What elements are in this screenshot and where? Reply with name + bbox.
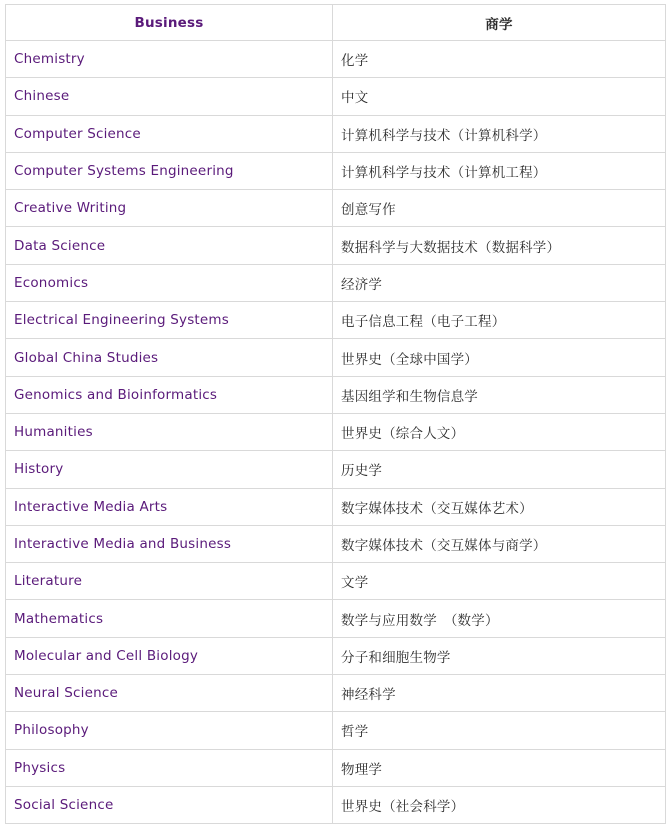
major-english-cell: Global China Studies — [6, 339, 333, 376]
major-chinese-cell: 化学 — [333, 41, 666, 78]
majors-table — [5, 4, 666, 824]
major-english-cell: Creative Writing — [6, 190, 333, 227]
table-header — [6, 5, 666, 41]
major-chinese-cell: 数字媒体技术（交互媒体艺术） — [333, 488, 666, 525]
major-english-cell: Social Science — [6, 786, 333, 823]
table-row — [6, 413, 666, 450]
major-chinese-cell: 电子信息工程（电子工程） — [333, 302, 666, 339]
major-english-cell: Humanities — [6, 413, 333, 450]
table-row — [6, 786, 666, 823]
major-chinese-cell: 世界史（综合人文） — [333, 413, 666, 450]
table-body — [6, 41, 666, 824]
table-row — [6, 637, 666, 674]
major-chinese-cell: 创意写作 — [333, 190, 666, 227]
major-english-cell: Economics — [6, 264, 333, 301]
table-row — [6, 600, 666, 637]
major-chinese-cell: 数学与应用数学 （数学） — [333, 600, 666, 637]
table-row — [6, 78, 666, 115]
major-english-cell: Philosophy — [6, 712, 333, 749]
major-english-cell: Literature — [6, 563, 333, 600]
major-english-cell: Mathematics — [6, 600, 333, 637]
table-row — [6, 451, 666, 488]
major-english-cell: Molecular and Cell Biology — [6, 637, 333, 674]
table-row — [6, 302, 666, 339]
header-english: Business — [6, 5, 333, 41]
major-chinese-cell: 中文 — [333, 78, 666, 115]
major-chinese-cell: 分子和细胞生物学 — [333, 637, 666, 674]
table-row — [6, 376, 666, 413]
table-row — [6, 563, 666, 600]
table-row — [6, 488, 666, 525]
major-english-cell: Computer Science — [6, 115, 333, 152]
major-english-cell: Electrical Engineering Systems — [6, 302, 333, 339]
major-chinese-cell: 历史学 — [333, 451, 666, 488]
table-row — [6, 227, 666, 264]
table-row — [6, 264, 666, 301]
major-english-cell: Neural Science — [6, 675, 333, 712]
major-chinese-cell: 基因组学和生物信息学 — [333, 376, 666, 413]
major-chinese-cell: 神经科学 — [333, 675, 666, 712]
table-row — [6, 152, 666, 189]
table-row — [6, 749, 666, 786]
header-row — [6, 5, 666, 41]
major-chinese-cell: 计算机科学与技术（计算机工程） — [333, 152, 666, 189]
table-row — [6, 675, 666, 712]
major-english-cell: Chemistry — [6, 41, 333, 78]
table-row — [6, 41, 666, 78]
major-chinese-cell: 哲学 — [333, 712, 666, 749]
major-english-cell: Physics — [6, 749, 333, 786]
major-chinese-cell: 世界史（社会科学） — [333, 786, 666, 823]
major-english-cell: Data Science — [6, 227, 333, 264]
major-english-cell: Chinese — [6, 78, 333, 115]
major-chinese-cell: 计算机科学与技术（计算机科学） — [333, 115, 666, 152]
major-english-cell: Interactive Media and Business — [6, 525, 333, 562]
major-chinese-cell: 经济学 — [333, 264, 666, 301]
table-row — [6, 190, 666, 227]
major-english-cell: Computer Systems Engineering — [6, 152, 333, 189]
table-row — [6, 339, 666, 376]
major-english-cell: Genomics and Bioinformatics — [6, 376, 333, 413]
major-chinese-cell: 数字媒体技术（交互媒体与商学） — [333, 525, 666, 562]
major-chinese-cell: 数据科学与大数据技术（数据科学） — [333, 227, 666, 264]
table-row — [6, 712, 666, 749]
major-chinese-cell: 文学 — [333, 563, 666, 600]
major-english-cell: History — [6, 451, 333, 488]
header-chinese: 商学 — [333, 5, 666, 41]
major-english-cell: Interactive Media Arts — [6, 488, 333, 525]
major-chinese-cell: 世界史（全球中国学） — [333, 339, 666, 376]
table-row — [6, 525, 666, 562]
major-chinese-cell: 物理学 — [333, 749, 666, 786]
table-row — [6, 115, 666, 152]
